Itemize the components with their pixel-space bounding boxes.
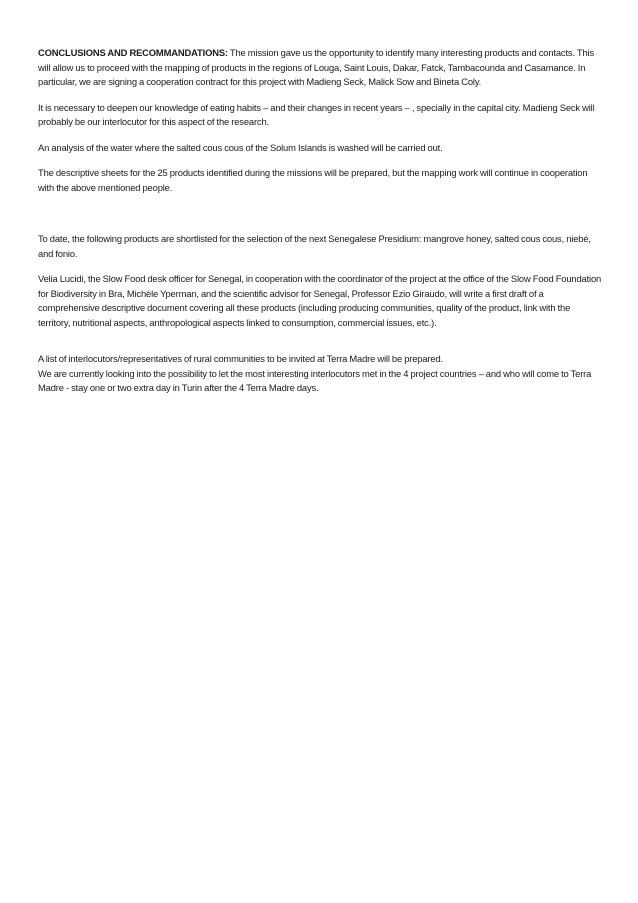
presidium-paragraph: To date, the following products are shortlisted for the selection of the next Senegalese Presidium: mangrove honey, salted cous cous, niebé, and fonio.	[38, 233, 591, 259]
conclusions-heading: CONCLUSIONS AND RECOMMANDATIONS:	[38, 47, 228, 58]
conclusions-text: The mission gave us the opportunity to identify many interesting products and contacts. This will allow us to proceed with the mapping of products in the regions of Louga, Saint Louis, Dakar, Fatck, Tambacounda and Casamance. In particular, we are signing a cooperation contract for this project with Madieng Seck, Malick Sow and Bineta Coly.	[38, 47, 594, 87]
velia-lucidi-paragraph: Velia Lucidi, the Slow Food desk officer for Senegal, in cooperation with the coordinator of the project at the office of the Slow Food Foundation for Biodiversity in Bra, Michèle Yperman, and the scientific advisor for Senegal, Professor Ezio Giraudo, will write a first draft of a comprehensive descriptive document covering all these products (including producing communities, quality of the product, link with the territory, nutritional aspects, anthropological aspects linked to consumption, commercial issues, etc.).	[38, 273, 602, 328]
water-analysis-paragraph: An analysis of the water where the salted cous cous of the Solum Islands is washed will be carried out.	[38, 141, 443, 153]
eating-habits-paragraph: It is necessary to deepen our knowledge of eating habits – and their changes in recent years – , specially in the capital city. Madieng Seck will probably be our interlocutor for this aspect of the research.	[38, 101, 595, 127]
descriptive-sheets-paragraph: The descriptive sheets for the 25 products identified during the missions will be prepared, but the mapping work will continue in cooperation with the above mentioned people.	[38, 167, 588, 193]
conclusions-paragraph	[38, 46, 604, 90]
interlocutors-list-line: A list of interlocutors/representatives of rural communities to be invited at Terra Madre will be prepared.	[38, 353, 443, 364]
document-page	[38, 46, 604, 396]
interlocutors-stay-line: We are currently looking into the possibility to let the most interesting interlocutors met in the 4 project countries – and who will come to Terra Madre - stay one or two extra day in Turin after the 4 Terra Madre days.	[38, 367, 592, 393]
